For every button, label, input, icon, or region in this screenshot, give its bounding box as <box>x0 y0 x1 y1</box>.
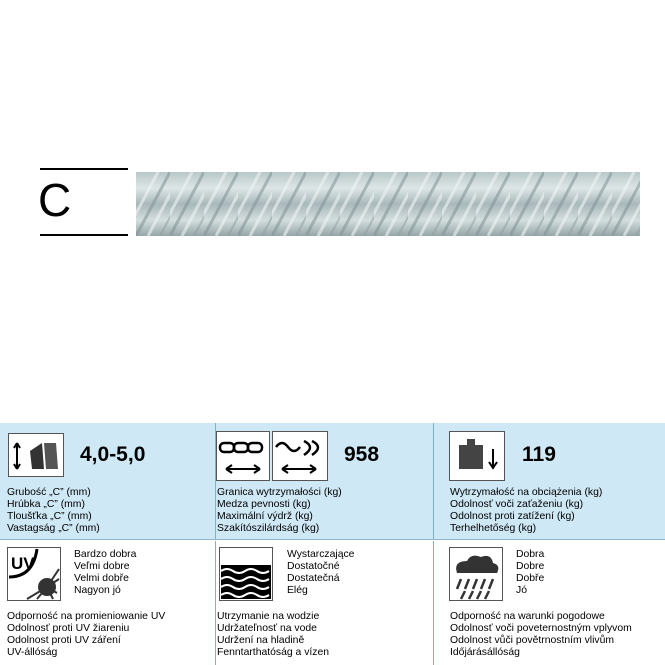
thickness-label-pl: Grubość „C” (mm) <box>7 487 91 498</box>
uv-rating-hu: Nagyon jó <box>74 585 121 596</box>
water-label-pl: Utrzymanie na wodzie <box>217 611 320 622</box>
weather-label-pl: Odporność na warunki pogodowe <box>450 611 605 622</box>
thickness-icon <box>8 433 64 477</box>
steel-rope-image <box>136 172 640 236</box>
thickness-label-hu: Vastagság „C” (mm) <box>7 523 100 534</box>
breaking-strength-value: 958 <box>344 443 380 466</box>
breaking-strength-label-pl: Granica wytrzymałości (kg) <box>217 487 342 498</box>
column-divider <box>433 541 434 665</box>
load-resistance-label-sk: Odolnosť voči zaťaženiu (kg) <box>450 499 584 510</box>
uv-rating-sk: Veľmi dobre <box>74 561 130 572</box>
thickness-label-cz: Tloušťka „C” (mm) <box>7 511 92 522</box>
uv-label-hu: UV-állóság <box>7 647 58 658</box>
uv-label-pl: Odporność na promieniowanie UV <box>7 611 166 622</box>
weather-label-cz: Odolnost vůči povětrnostním vlivům <box>450 635 615 646</box>
uv-rating-cz: Velmi dobře <box>74 573 129 584</box>
info-panel <box>0 423 665 665</box>
rain-cloud-icon <box>449 547 503 601</box>
weather-label-hu: Időjárásállóság <box>450 647 520 658</box>
weight-icon <box>449 431 505 481</box>
chain-break-icon <box>216 431 328 481</box>
column-divider <box>433 423 434 539</box>
water-label-sk: Udržateľnosť na vode <box>217 623 317 634</box>
water-rating-pl: Wystarczające <box>287 549 355 560</box>
weather-rating-hu: Jó <box>516 585 527 596</box>
water-rating-cz: Dostatečná <box>287 573 340 584</box>
uv-label-cz: Odolnost proti UV záření <box>7 635 121 646</box>
water-label-cz: Udržení na hladině <box>217 635 305 646</box>
thickness-value: 4,0-5,0 <box>80 443 146 466</box>
band-divider <box>0 539 665 540</box>
dimension-line-top <box>40 168 128 170</box>
uv-icon-text: UV <box>11 554 35 573</box>
load-resistance-value: 119 <box>522 443 556 466</box>
uv-sun-icon <box>7 547 61 601</box>
breaking-strength-label-hu: Szakítószilárdság (kg) <box>217 523 320 534</box>
weather-rating-pl: Dobra <box>516 549 545 560</box>
weather-label-sk: Odolnosť voči poveternostným vplyvom <box>450 623 632 634</box>
load-resistance-label-hu: Terhelhetőség (kg) <box>450 523 537 534</box>
water-rating-sk: Dostatočné <box>287 561 340 572</box>
water-label-hu: Fenntarthatóság a vízen <box>217 647 330 658</box>
breaking-strength-label-sk: Medza pevnosti (kg) <box>217 499 311 510</box>
dimension-line-bottom <box>40 234 128 236</box>
weather-rating-sk: Dobre <box>516 561 545 572</box>
thickness-label-sk: Hrúbka „C” (mm) <box>7 499 85 510</box>
uv-rating-pl: Bardzo dobra <box>74 549 137 560</box>
dimension-c-label: C <box>38 174 72 226</box>
load-resistance-label-cz: Odolnost proti zatížení (kg) <box>450 511 575 522</box>
weather-rating-cz: Dobře <box>516 573 545 584</box>
load-resistance-label-pl: Wytrzymałość na obciążenia (kg) <box>450 487 603 498</box>
water-rating-hu: Elég <box>287 585 308 596</box>
column-divider <box>215 541 216 665</box>
water-waves-icon <box>219 547 273 601</box>
uv-label-sk: Odolnosť proti UV žiareniu <box>7 623 130 634</box>
breaking-strength-label-cz: Maximální výdrž (kg) <box>217 511 313 522</box>
